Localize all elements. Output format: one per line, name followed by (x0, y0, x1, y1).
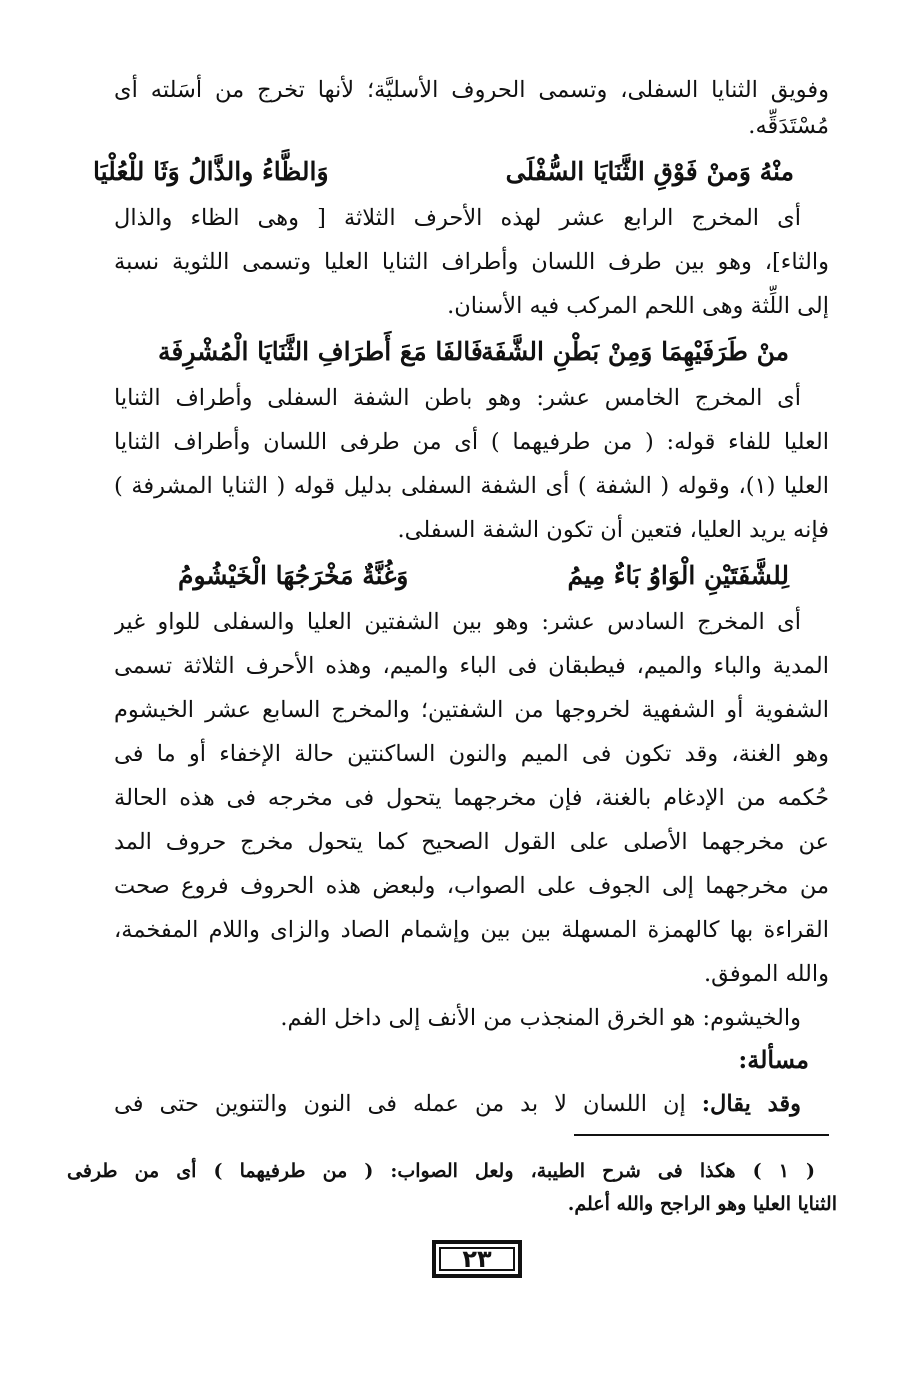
text-line: القراءة بها كالهمزة المسهلة بين بين وإشمام الصاد والزاى واللام المفخمة، (114, 917, 829, 943)
text-line: والله الموفق. (703, 961, 829, 987)
section-heading: مسألة: (738, 1045, 809, 1074)
footnote-divider (574, 1134, 829, 1136)
verse-hemistich-right: لِلشَّفَتَيْنِ الْوَاوُ بَاءٌ مِيمُ (567, 561, 789, 590)
page-number: ٢٣ (432, 1240, 522, 1278)
text-line: عن مخرجهما الأصلى على القول الصحيح كما يتحول مخرج حروف المد (114, 829, 829, 855)
text-line: فإنه يريد العليا، فتعين أن تكون الشفة السفلى. (397, 517, 829, 543)
text-line: الشفوية أو الشفهية لخروجها من الشفتين؛ والمخرج السابع عشر الخيشوم (114, 697, 829, 723)
text-line: أى المخرج الرابع عشر لهذه الأحرف الثلاثة [ وهى الظاء والذال (114, 205, 801, 231)
text-line: مُسْتَدَقِّه. (748, 113, 829, 139)
text-line: أى المخرج السادس عشر: وهو بين الشفتين العليا والسفلى للواو غير (114, 609, 801, 635)
text-line: وهو الغنة، وقد تكون فى الميم والنون الساكنتين حالة الإخفاء أو ما فى (114, 741, 829, 767)
text-line: من مخرجهما إلى الجوف على الصواب، ولبعض هذه الحروف فروع صحت (114, 873, 829, 899)
text-rest: إن اللسان لا بد من عمله فى النون والتنوين حتى فى (114, 1091, 702, 1117)
verse-hemistich-left: فَالفَا مَعَ أَطرَافِ الثَّنَايَا الْمُشْرِفَة (158, 337, 483, 366)
text-line: والخيشوم: هو الخرق المنجذب من الأنف إلى داخل الفم. (280, 1005, 801, 1031)
footnote-line: الثنايا العليا وهو الراجح والله أعلم. (567, 1193, 837, 1215)
verse-hemistich-right: منْ طَرَفَيْهِمَا وَمِنْ بَطْنِ الشَّفَة (481, 337, 789, 366)
verse-hemistich-left: وَالظَّاءُ والذَّالُ وَثَا للْعُلْيَا (93, 157, 329, 186)
text-line: حُكمه من الإدغام بالغنة، فإن مخرجهما يتحول فى مخرجه فى هذه الحالة (114, 785, 829, 811)
verse-hemistich-left: وَغُنَّةٌ مَخْرَجُهَا الْخَيْشُومُ (178, 561, 409, 590)
text-lead: وقد يقال: (701, 1091, 802, 1117)
text-line (114, 1082, 829, 1126)
text-line: العليا للفاء قوله: ( من طرفيهما ) أى من طرفى اللسان وأطراف الثنايا (114, 429, 829, 455)
text-line: إلى اللِّثة وهى اللحم المركب فيه الأسنان. (447, 293, 829, 319)
text-line: المدية والباء والميم، فيطبقان فى الباء والميم، وهذه الأحرف الثلاثة تسمى (114, 653, 829, 679)
text-line: العليا (١)، وقوله ( الشفة ) أى الشفة السفلى بدليل قوله ( الثنايا المشرفة ) (114, 473, 829, 499)
text-line: أى المخرج الخامس عشر: وهو باطن الشفة السفلى وأطراف الثنايا (114, 385, 801, 411)
footnote-line: ( ١ ) هكذا فى شرح الطيبة، ولعل الصواب: ( من طرفيهما ) أى من طرفى (67, 1160, 815, 1182)
text-line: والثاء]، وهو بين طرف اللسان وأطراف الثنايا العليا وتسمى اللثوية نسبة (114, 249, 829, 275)
text-line: وفويق الثنايا السفلى، وتسمى الحروف الأسليَّة؛ لأنها تخرج من أسَلته أى (114, 77, 829, 103)
verse-hemistich-right: منْهُ وَمنْ فَوْقِ الثَّنَايَا السُّفْلَى (505, 157, 794, 186)
